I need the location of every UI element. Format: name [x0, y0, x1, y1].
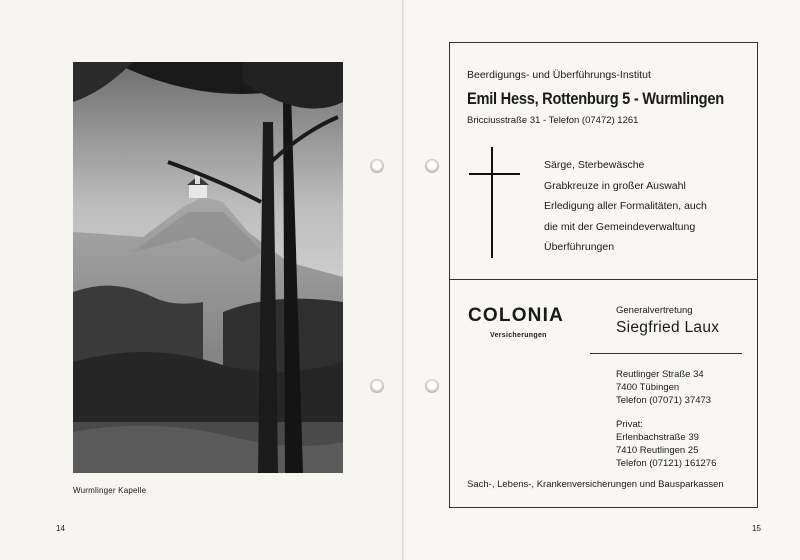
private-address	[616, 418, 716, 470]
ad-separator	[450, 279, 757, 280]
advertisement-box	[449, 42, 758, 508]
cross-icon-bar	[469, 173, 520, 175]
office-address	[616, 368, 711, 407]
punch-hole-top-left	[370, 159, 384, 173]
chapel-photo	[73, 62, 343, 473]
service-item: Erledigung aller Formalitäten, auch	[544, 200, 707, 212]
agency-title: Generalvertretung	[616, 305, 693, 316]
hess-company-name: Emil Hess, Rottenburg 5 - Wurmlingen	[467, 89, 724, 108]
cross-icon	[491, 147, 493, 258]
punch-hole-top-right	[425, 159, 439, 173]
service-item: Grabkreuze in großer Auswahl	[544, 179, 686, 192]
page-number-left: 14	[56, 524, 65, 533]
office-address-line: Reutlinger Straße 34	[616, 369, 704, 380]
hess-address: Bricciusstraße 31 - Telefon (07472) 1261	[467, 115, 639, 126]
private-address-line: Telefon (07121) 161276	[616, 458, 717, 469]
private-address-line: Privat:	[616, 419, 643, 430]
agent-rule	[590, 353, 742, 354]
service-item: die mit der Gemeindeverwaltung	[544, 220, 696, 233]
page-number-right: 15	[752, 524, 761, 533]
hess-services-list	[544, 155, 707, 258]
hess-heading: Beerdigungs- und Überführungs-Institut	[467, 69, 651, 81]
private-address-line: Erlenbachstraße 39	[616, 432, 699, 443]
photo-caption: Wurmlinger Kapelle	[73, 486, 147, 495]
photo-illustration	[73, 62, 343, 473]
insurance-footer: Sach-, Lebens-, Krankenversicherungen und Bausparkassen	[467, 479, 724, 490]
colonia-logo: COLONIA	[468, 305, 565, 326]
punch-hole-bottom-left	[370, 379, 384, 393]
office-address-line: Telefon (07071) 37473	[616, 395, 712, 406]
agent-name: Siegfried Laux	[616, 319, 720, 336]
private-address-line: 7410 Reutlingen 25	[616, 445, 699, 456]
office-address-line: 7400 Tübingen	[616, 382, 680, 393]
service-item: Überführungen	[544, 241, 615, 253]
punch-hole-bottom-right	[425, 379, 439, 393]
service-item: Särge, Sterbewäsche	[544, 159, 645, 171]
colonia-logo-subtitle: Versicherungen	[490, 332, 547, 339]
